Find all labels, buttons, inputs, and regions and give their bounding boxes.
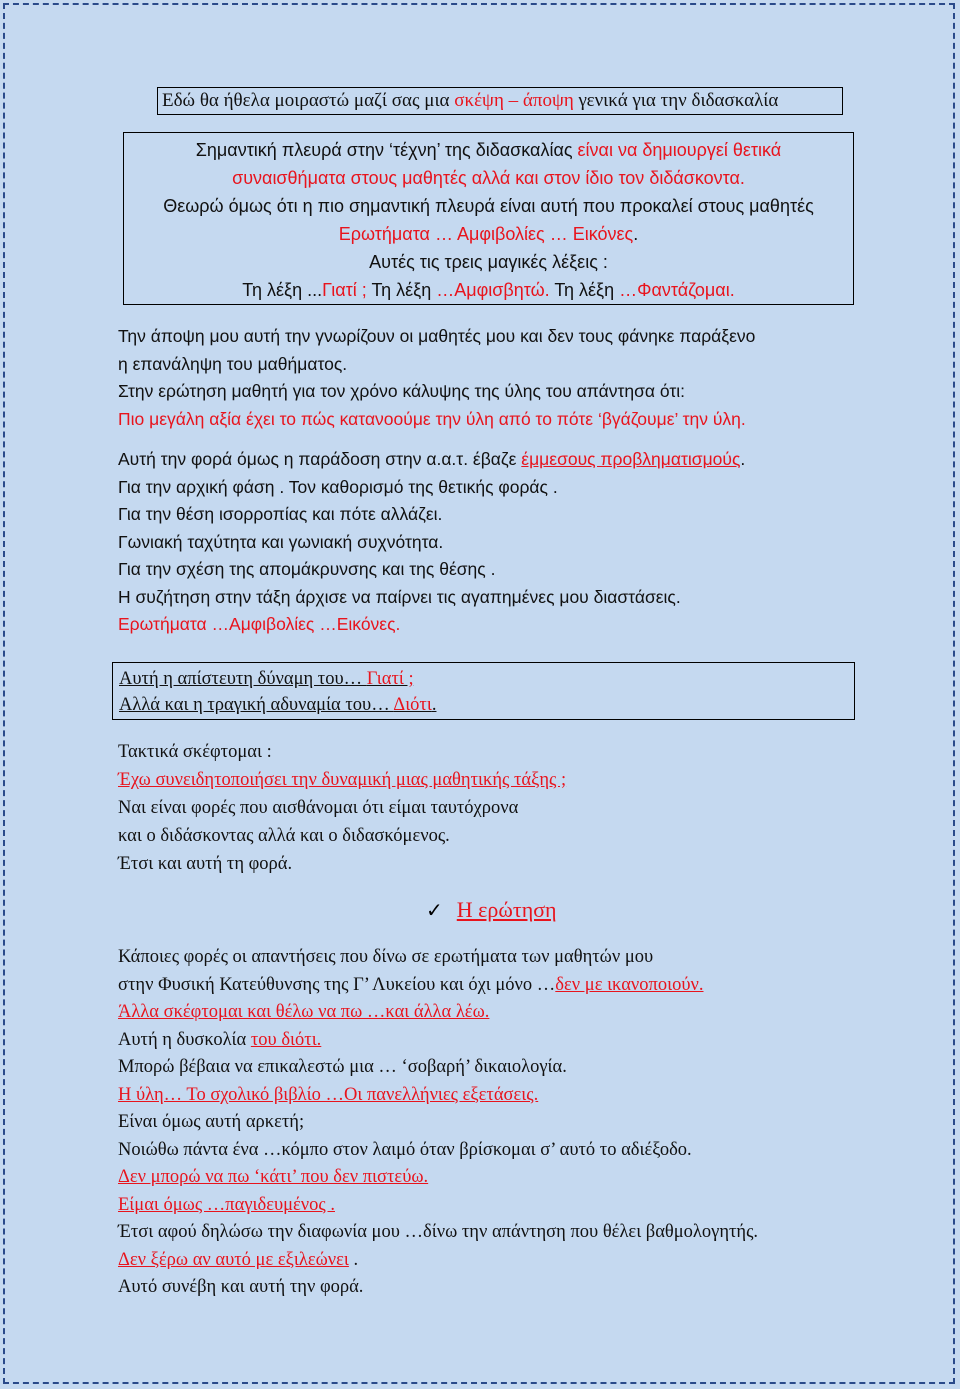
intro-highlight: σκέψη – άποψη — [454, 90, 574, 111]
period: . — [348, 1249, 359, 1270]
indirect-questions: έμμεσους προβληματισμούς — [521, 449, 741, 469]
paragraph: Η συζήτηση στην τάξη άρχισε να παίρνει τις αγαπημένες μου διαστάσεις. — [118, 586, 681, 607]
paragraph: Για την σχέση της απομάκρυνσης και της θέσης . — [118, 559, 496, 579]
because-word: Διότι — [393, 695, 432, 715]
period: . — [431, 695, 437, 715]
key-idea-highlight: είναι να δημιουργεί θετικά — [577, 140, 782, 160]
paragraph-highlight: Έχω συνειδητοποιήσει την δυναμική μιας μαθητικής τάξης ; — [118, 770, 567, 790]
heading-text: Η ερώτηση — [456, 897, 557, 922]
word-label: Τη λέξη ... — [242, 280, 323, 300]
paragraph-highlight: του διότι. — [250, 1029, 322, 1050]
paragraph: Έτσι και αυτή τη φορά. — [118, 854, 293, 874]
key-idea-line-5: Αυτές τις τρεις μαγικές λέξεις : — [369, 252, 608, 272]
paragraph-text: στην Φυσική Κατεύθυνσης της Γ’ Λυκείου και όχι μόνο … — [118, 974, 556, 995]
paragraph: Νοιώθω πάντα ένα …κόμπο στον λαιμό όταν βρίσκομαι σ’ αυτό το αδιέξοδο. — [118, 1139, 692, 1160]
paragraph-highlight: Δεν ξέρω αν αυτό με εξιλεώνει — [118, 1249, 349, 1270]
paragraph-text: Αυτή η δυσκολία — [118, 1029, 251, 1050]
key-idea-line-1 — [124, 136, 853, 164]
paragraph-highlight: Είμαι όμως …παγιδευμένος . — [118, 1194, 335, 1215]
paragraph: Στην ερώτηση μαθητή για τον χρόνο κάλυψης της ύλης του απάντησα ότι: — [118, 381, 686, 401]
period: . — [633, 224, 639, 244]
paragraph — [118, 1247, 878, 1275]
intro-title-box — [157, 87, 843, 115]
paragraph-text: Αυτή την φορά όμως η παράδοση στην α.α.τ. έβαζε — [118, 449, 522, 469]
checkmark-icon: ✓ — [426, 898, 443, 922]
paragraph: Ναι είναι φορές που αισθάνομαι ότι είμαι ταυτόχρονα — [118, 798, 519, 818]
why-line — [119, 666, 854, 692]
why-because-box — [112, 662, 855, 720]
why-word: Γιατί ; — [366, 669, 414, 689]
key-idea-line-3: Θεωρώ όμως ότι η πιο σημαντική πλευρά είναι αυτή που προκαλεί στους μαθητές — [163, 196, 814, 216]
paragraph: Αυτό συνέβη και αυτή την φορά. — [118, 1277, 364, 1297]
three-words: Ερωτήματα … Αμφιβολίες … Εικόνες — [338, 224, 634, 244]
paragraph-highlight: Ερωτήματα …Αμφιβολίες …Εικόνες. — [118, 614, 401, 634]
because-line — [119, 692, 854, 718]
paragraph: Έτσι αφού δηλώσω την διαφωνία μου …δίνω την απάντηση που θέλει βαθμολογητής. — [118, 1222, 759, 1242]
lesson-section — [118, 323, 858, 639]
paragraph: Την άποψη μου αυτή την γνωρίζουν οι μαθητές μου και δεν τους φάνηκε παράξενο — [118, 326, 756, 346]
key-idea-line-6 — [124, 276, 853, 304]
why-text: Αυτή η απίστευτη δύναμη του… — [119, 669, 367, 689]
question-heading — [426, 895, 557, 925]
paragraph: Για την αρχική φάση . Τον καθορισμό της θετικής φοράς . — [118, 476, 558, 497]
paragraph: και ο διδάσκοντας αλλά και ο διδασκόμενος. — [118, 826, 450, 846]
paragraph: Για την θέση ισορροπίας και πότε αλλάζει. — [118, 504, 443, 524]
reflection-section — [118, 738, 858, 878]
intro-text-end: γενικά για την διδασκαλία — [573, 90, 779, 111]
paragraph-highlight: δεν με ικανοποιούν. — [555, 974, 704, 995]
paragraph: Κάποιες φορές οι απαντήσεις που δίνω σε ερωτήματα των μαθητών μου — [118, 947, 654, 967]
word-label: Τη λέξη — [366, 280, 437, 300]
paragraph: Τακτικά σκέφτομαι : — [118, 742, 272, 762]
paragraph-highlight: Η ύλη… Το σχολικό βιβλίο …Οι πανελλήνιες εξετάσεις. — [118, 1084, 539, 1105]
paragraph-highlight: Άλλα σκέφτομαι και θέλω να πω …και άλλα λέω. — [118, 1002, 490, 1022]
word-why: Γιατί ; — [322, 280, 367, 300]
paragraph — [118, 1027, 878, 1055]
word-label: Τη λέξη — [549, 280, 620, 300]
key-idea-box — [123, 132, 854, 305]
paragraph — [118, 972, 878, 1000]
paragraph-highlight: Δεν μπορώ να πω ‘κάτι’ που δεν πιστεύω. — [118, 1167, 429, 1187]
paragraph — [118, 446, 858, 474]
key-idea-line-2: συναισθήματα στους μαθητές αλλά και στον ίδιο τον διδάσκοντα. — [232, 168, 745, 188]
because-text: Αλλά και η τραγική αδυναμία του… — [119, 695, 394, 715]
paragraph: Είναι όμως αυτή αρκετή; — [118, 1112, 305, 1132]
paragraph-highlight: Πιο μεγάλη αξία έχει το πώς κατανοούμε την ύλη από το πότε ‘βγάζουμε’ την ύλη. — [118, 408, 746, 429]
paragraph: Μπορώ βέβαια να επικαλεστώ μια … ‘σοβαρή’ δικαιολογία. — [118, 1057, 567, 1077]
key-idea-line-4 — [124, 220, 853, 248]
key-idea-text: Σημαντική πλευρά στην ‘τέχνη’ της διδασκαλίας — [195, 140, 578, 160]
word-doubt: …Αμφισβητώ. — [436, 280, 550, 300]
paragraph: Γωνιακή ταχύτητα και γωνιακή συχνότητα. — [118, 531, 444, 552]
question-section — [118, 944, 878, 1302]
intro-text: Εδώ θα ήθελα μοιραστώ μαζί σας μια — [162, 90, 455, 111]
period: . — [740, 449, 746, 469]
paragraph: η επανάληψη του μαθήματος. — [118, 353, 348, 374]
word-imagine: …Φαντάζομαι. — [619, 280, 735, 300]
